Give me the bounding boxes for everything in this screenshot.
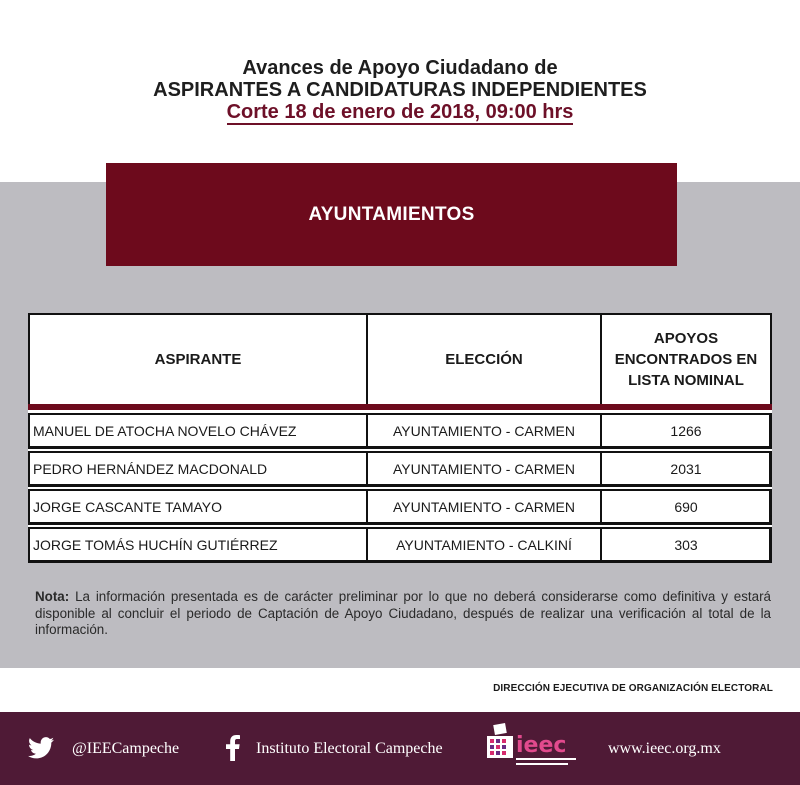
facebook-icon[interactable] xyxy=(222,735,244,761)
column-header-apoyos-line-1: APOYOS xyxy=(653,330,719,347)
table-header xyxy=(28,313,772,406)
note-label: Nota: xyxy=(35,589,70,604)
cell-apoyos: 303 xyxy=(674,536,698,553)
table-row xyxy=(28,527,772,563)
cell-apoyos: 690 xyxy=(674,498,698,515)
cell-aspirante: JORGE CASCANTE TAMAYO xyxy=(30,491,368,522)
header-line-2: ASPIRANTES A CANDIDATURAS INDEPENDIENTES xyxy=(153,79,647,101)
header-line-1: Avances de Apoyo Ciudadano de xyxy=(242,57,558,79)
department-label: DIRECCIÓN EJECUTIVA DE ORGANIZACIÓN ELECTORAL xyxy=(493,683,773,694)
page-header xyxy=(0,0,800,182)
cell-eleccion: AYUNTAMIENTO - CARMEN xyxy=(368,491,602,522)
cell-apoyos: 1266 xyxy=(670,422,702,439)
column-header-apoyos-line-2: ENCONTRADOS EN xyxy=(614,351,758,368)
ieec-logo xyxy=(486,722,584,774)
logo-wordmark: ieec xyxy=(516,733,567,758)
website-link[interactable]: www.ieec.org.mx xyxy=(608,740,721,757)
header-divider xyxy=(28,404,772,410)
column-header-eleccion: ELECCIÓN xyxy=(368,315,602,404)
cell-aspirante: PEDRO HERNÁNDEZ MACDONALD xyxy=(30,453,368,484)
section-title: AYUNTAMIENTOS xyxy=(308,204,475,225)
twitter-icon[interactable] xyxy=(28,737,54,759)
cell-eleccion: AYUNTAMIENTO - CARMEN xyxy=(368,415,602,446)
cell-eleccion: AYUNTAMIENTO - CALKINÍ xyxy=(368,529,602,560)
table-row xyxy=(28,413,772,449)
ballot-box-icon xyxy=(487,723,513,758)
note-text: La información presentada es de carácter preliminar por lo que no deberá considerarse como definitiva y estará disponible al concluir el periodo de Captación de Apoyo Ciudadano, después de realizar una verificación al total de la información. xyxy=(35,589,771,637)
cell-aspirante: MANUEL DE ATOCHA NOVELO CHÁVEZ xyxy=(30,415,368,446)
cell-aspirante: JORGE TOMÁS HUCHÍN GUTIÉRREZ xyxy=(30,529,368,560)
column-header-aspirante: ASPIRANTE xyxy=(30,315,368,404)
cell-apoyos: 2031 xyxy=(670,460,702,477)
twitter-handle[interactable]: @IEECampeche xyxy=(72,740,180,757)
table-row xyxy=(28,489,772,525)
header-date-text: Corte 18 de enero de 2018, 09:00 hrs xyxy=(226,101,574,123)
table-row xyxy=(28,451,772,487)
note-paragraph xyxy=(35,589,771,639)
cell-eleccion: AYUNTAMIENTO - CARMEN xyxy=(368,453,602,484)
column-header-apoyos xyxy=(602,315,770,404)
header-date xyxy=(0,101,800,124)
column-header-apoyos-line-3: LISTA NOMINAL xyxy=(628,372,744,389)
facebook-page[interactable]: Instituto Electoral Campeche xyxy=(256,740,443,757)
